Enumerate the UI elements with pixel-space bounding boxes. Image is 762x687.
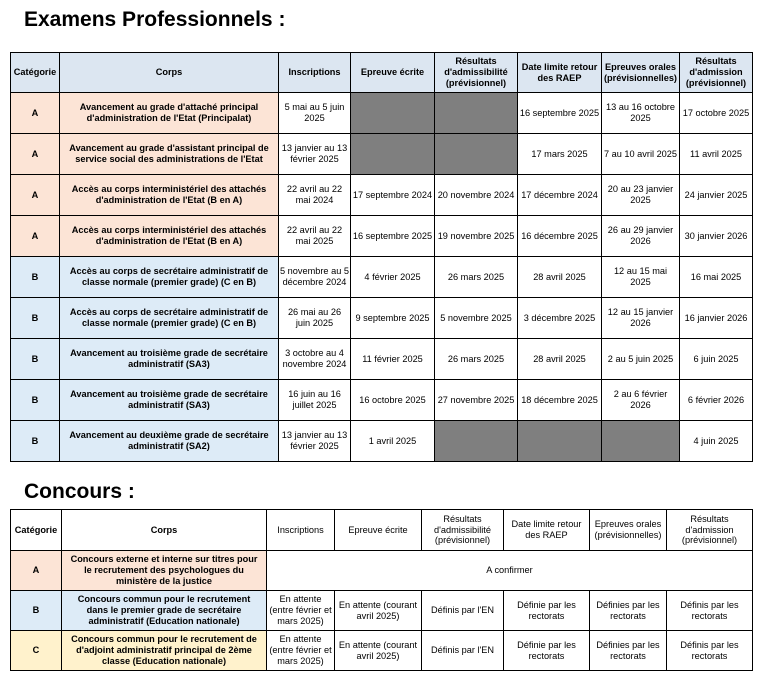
inscriptions-cell: 26 mai au 26 juin 2025 — [279, 298, 351, 339]
header-admissibilite: Résultats d'admissibilité (prévisionnel) — [435, 53, 518, 93]
admission-cell: 4 juin 2025 — [680, 421, 753, 462]
corps-cell: Concours externe et interne sur titres pour le recrutement des psychologues du ministère de la justice — [62, 551, 267, 591]
header-admissibilite: Résultats d'admissibilité (prévisionnel) — [422, 510, 504, 551]
raep-cell: 16 septembre 2025 — [518, 93, 602, 134]
category-cell: B — [11, 339, 60, 380]
inscriptions-cell: 13 janvier au 13 février 2025 — [279, 421, 351, 462]
table-row — [11, 339, 753, 380]
epreuve-ecrite-cell — [351, 93, 435, 134]
epreuve-ecrite-cell: 4 février 2025 — [351, 257, 435, 298]
raep-cell: 17 mars 2025 — [518, 134, 602, 175]
category-cell: A — [11, 216, 60, 257]
concours-table — [10, 509, 753, 671]
corps-cell: Concours commun pour le recrutement de d'adjoint administratif principal de 2ème classe (Education nationale) — [62, 631, 267, 671]
epreuve-ecrite-cell: 9 septembre 2025 — [351, 298, 435, 339]
category-cell: A — [11, 175, 60, 216]
raep-cell: 3 décembre 2025 — [518, 298, 602, 339]
header-epreuve-ecrite: Epreuve écrite — [351, 53, 435, 93]
oraux-cell: 2 au 6 février 2026 — [602, 380, 680, 421]
admissibilite-cell — [435, 134, 518, 175]
concours-title: Concours : — [24, 480, 135, 503]
admission-cell: 17 octobre 2025 — [680, 93, 753, 134]
header-corps: Corps — [60, 53, 279, 93]
corps-cell: Avancement au troisième grade de secrétaire administratif (SA3) — [60, 380, 279, 421]
oraux-cell: 2 au 5 juin 2025 — [602, 339, 680, 380]
table-row — [11, 380, 753, 421]
header-admission: Résultats d'admission (prévisionnel) — [680, 53, 753, 93]
exams-title: Examens Professionnels : — [24, 8, 286, 31]
admissibilite-cell — [435, 93, 518, 134]
inscriptions-cell: En attente (entre février et mars 2025) — [267, 631, 335, 671]
admissibilite-cell: 27 novembre 2025 — [435, 380, 518, 421]
admission-cell: 16 mai 2025 — [680, 257, 753, 298]
inscriptions-cell: 13 janvier au 13 février 2025 — [279, 134, 351, 175]
admission-cell: 24 janvier 2025 — [680, 175, 753, 216]
raep-cell: Définie par les rectorats — [504, 631, 590, 671]
header-categorie: Catégorie — [11, 510, 62, 551]
epreuve-ecrite-cell — [351, 134, 435, 175]
corps-cell: Avancement au grade d'attaché principal d'administration de l'Etat (Principalat) — [60, 93, 279, 134]
oraux-cell — [602, 421, 680, 462]
oraux-cell: 12 au 15 mai 2025 — [602, 257, 680, 298]
admissibilite-cell: 19 novembre 2025 — [435, 216, 518, 257]
admissibilite-cell — [435, 421, 518, 462]
concours-header-row — [11, 510, 753, 551]
header-categorie: Catégorie — [11, 53, 60, 93]
header-corps: Corps — [62, 510, 267, 551]
admission-cell: 30 janvier 2026 — [680, 216, 753, 257]
table-row — [11, 134, 753, 175]
table-row — [11, 298, 753, 339]
header-oraux: Epreuves orales (prévisionnelles) — [602, 53, 680, 93]
raep-cell: 16 décembre 2025 — [518, 216, 602, 257]
epreuve-ecrite-cell: 11 février 2025 — [351, 339, 435, 380]
raep-cell: 28 avril 2025 — [518, 339, 602, 380]
admission-cell: Définis par les rectorats — [667, 591, 753, 631]
admission-cell: Définis par les rectorats — [667, 631, 753, 671]
inscriptions-cell: 16 juin au 16 juillet 2025 — [279, 380, 351, 421]
category-cell: B — [11, 380, 60, 421]
epreuve-ecrite-cell: 16 septembre 2025 — [351, 216, 435, 257]
oraux-cell: Définies par les rectorats — [590, 631, 667, 671]
header-oraux: Epreuves orales (prévisionnelles) — [590, 510, 667, 551]
oraux-cell: 12 au 15 janvier 2026 — [602, 298, 680, 339]
header-inscriptions: Inscriptions — [267, 510, 335, 551]
raep-cell: 28 avril 2025 — [518, 257, 602, 298]
exams-table — [10, 52, 753, 462]
header-admission: Résultats d'admission (prévisionnel) — [667, 510, 753, 551]
corps-cell: Avancement au deuxième grade de secrétaire administratif (SA2) — [60, 421, 279, 462]
admissibilite-cell: 26 mars 2025 — [435, 257, 518, 298]
category-cell: B — [11, 591, 62, 631]
table-row — [11, 175, 753, 216]
admission-cell: 6 juin 2025 — [680, 339, 753, 380]
epreuve-ecrite-cell: 17 septembre 2024 — [351, 175, 435, 216]
table-row — [11, 421, 753, 462]
table-row — [11, 216, 753, 257]
table-row — [11, 551, 753, 591]
raep-cell: Définie par les rectorats — [504, 591, 590, 631]
corps-cell: Accès au corps interministériel des attachés d'administration de l'Etat (B en A) — [60, 175, 279, 216]
admission-cell: 6 février 2026 — [680, 380, 753, 421]
epreuve-ecrite-cell: 16 octobre 2025 — [351, 380, 435, 421]
inscriptions-cell: 3 octobre au 4 novembre 2024 — [279, 339, 351, 380]
table-row — [11, 591, 753, 631]
header-raep: Date limite retour des RAEP — [518, 53, 602, 93]
inscriptions-cell: 22 avril au 22 mai 2024 — [279, 175, 351, 216]
inscriptions-cell: 5 novembre au 5 décembre 2024 — [279, 257, 351, 298]
corps-cell: Avancement au grade d'assistant principal de service social des administrations de l'Etat — [60, 134, 279, 175]
header-inscriptions: Inscriptions — [279, 53, 351, 93]
admission-cell: 16 janvier 2026 — [680, 298, 753, 339]
admissibilite-cell: 5 novembre 2025 — [435, 298, 518, 339]
corps-cell: Accès au corps de secrétaire administratif de classe normale (premier grade) (C en B) — [60, 298, 279, 339]
category-cell: A — [11, 93, 60, 134]
admissibilite-cell: 26 mars 2025 — [435, 339, 518, 380]
category-cell: C — [11, 631, 62, 671]
table-row — [11, 93, 753, 134]
oraux-cell: 20 au 23 janvier 2025 — [602, 175, 680, 216]
table-row — [11, 257, 753, 298]
table-row — [11, 631, 753, 671]
admission-cell: 11 avril 2025 — [680, 134, 753, 175]
raep-cell — [518, 421, 602, 462]
header-raep: Date limite retour des RAEP — [504, 510, 590, 551]
epreuve-ecrite-cell: En attente (courant avril 2025) — [335, 591, 422, 631]
category-cell: B — [11, 298, 60, 339]
admissibilite-cell: Définis par l'EN — [422, 631, 504, 671]
category-cell: B — [11, 257, 60, 298]
inscriptions-cell: 22 avril au 22 mai 2025 — [279, 216, 351, 257]
category-cell: A — [11, 134, 60, 175]
category-cell: B — [11, 421, 60, 462]
corps-cell: Accès au corps de secrétaire administratif de classe normale (premier grade) (C en B) — [60, 257, 279, 298]
epreuve-ecrite-cell: En attente (courant avril 2025) — [335, 631, 422, 671]
raep-cell: 18 décembre 2025 — [518, 380, 602, 421]
corps-cell: Accès au corps interministériel des attachés d'administration de l'Etat (B en A) — [60, 216, 279, 257]
corps-cell: Avancement au troisième grade de secrétaire administratif (SA3) — [60, 339, 279, 380]
oraux-cell: Définies par les rectorats — [590, 591, 667, 631]
admissibilite-cell: 20 novembre 2024 — [435, 175, 518, 216]
epreuve-ecrite-cell: 1 avril 2025 — [351, 421, 435, 462]
admissibilite-cell: Définis par l'EN — [422, 591, 504, 631]
oraux-cell: 26 au 29 janvier 2026 — [602, 216, 680, 257]
exams-header-row — [11, 53, 753, 93]
oraux-cell: 13 au 16 octobre 2025 — [602, 93, 680, 134]
raep-cell: 17 décembre 2024 — [518, 175, 602, 216]
corps-cell: Concours commun pour le recrutement dans le premier grade de secrétaire administratif (Education nationale) — [62, 591, 267, 631]
category-cell: A — [11, 551, 62, 591]
inscriptions-cell: 5 mai au 5 juin 2025 — [279, 93, 351, 134]
oraux-cell: 7 au 10 avril 2025 — [602, 134, 680, 175]
inscriptions-cell: En attente (entre février et mars 2025) — [267, 591, 335, 631]
a-confirmer-cell: A confirmer — [267, 551, 753, 591]
header-epreuve-ecrite: Epreuve écrite — [335, 510, 422, 551]
